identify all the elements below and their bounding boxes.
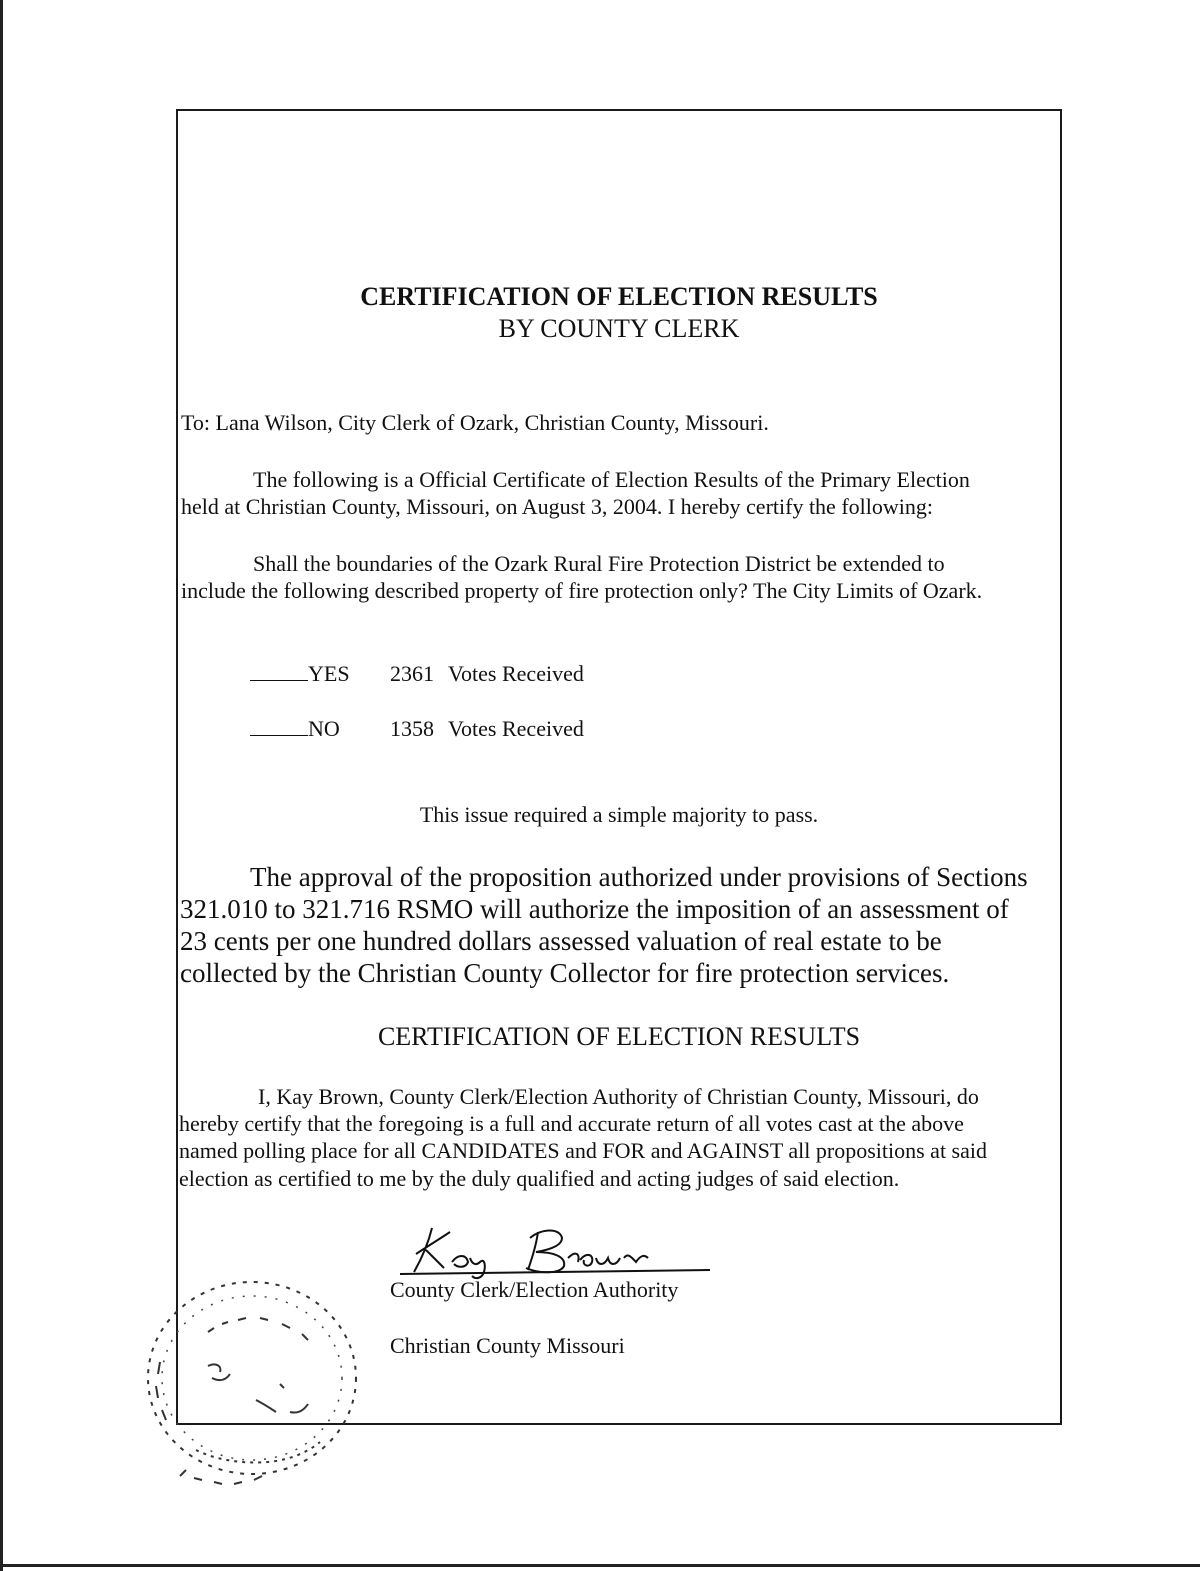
certification-line-3: named polling place for all CANDIDATES and FOR and AGAINST all propositions at said: [179, 1138, 987, 1163]
scan-edge-left: [0, 0, 3, 1571]
vote-suffix-no: Votes Received: [448, 716, 584, 741]
certification-heading: CERTIFICATION OF ELECTION RESULTS: [377, 1022, 861, 1051]
signature-label: County Clerk/Election Authority: [390, 1277, 679, 1302]
question-line-1: Shall the boundaries of the Ozark Rural Fire Protection District be extended to: [253, 551, 945, 576]
scan-edge-bottom: [0, 1564, 1200, 1567]
vote-choice-no: NO: [308, 716, 340, 741]
vote-choice-yes: YES: [308, 661, 350, 686]
county-seal-stamp: [130, 1262, 380, 1494]
vote-row-yes: [250, 660, 584, 687]
vote-blank-no: [250, 715, 308, 736]
vote-row-no: [250, 715, 584, 742]
certification-line-4: election as certified to me by the duly qualified and acting judges of said election.: [179, 1166, 900, 1191]
intro-line-1: The following is a Official Certificate of Election Results of the Primary Election: [253, 467, 970, 492]
certification-line-1: I, Kay Brown, County Clerk/Election Authority of Christian County, Missouri, do: [258, 1084, 979, 1109]
certificate-subtitle: BY COUNTY CLERK: [498, 314, 740, 343]
proposition-line-4: collected by the Christian County Collector for fire protection services.: [180, 958, 950, 988]
intro-line-2: held at Christian County, Missouri, on August 3, 2004. I hereby certify the following:: [181, 494, 933, 519]
handwritten-signature: [380, 1218, 720, 1282]
proposition-line-1: The approval of the proposition authorized under provisions of Sections: [250, 862, 1028, 892]
certification-line-2: hereby certify that the foregoing is a full and accurate return of all votes cast at the above: [179, 1111, 964, 1136]
vote-count-no: 1358: [390, 716, 434, 741]
certificate-title: CERTIFICATION OF ELECTION RESULTS: [360, 282, 878, 311]
vote-suffix-yes: Votes Received: [448, 661, 584, 686]
proposition-line-3: 23 cents per one hundred dollars assessed valuation of real estate to be: [180, 926, 942, 956]
signature-county: Christian County Missouri: [390, 1333, 625, 1358]
vote-count-yes: 2361: [390, 661, 434, 686]
majority-note: This issue required a simple majority to pass.: [419, 802, 819, 827]
question-line-2: include the following described property of fire protection only? The City Limits of Ozark.: [181, 578, 983, 603]
proposition-line-2: 321.010 to 321.716 RSMO will authorize the imposition of an assessment of: [180, 894, 1009, 924]
addressee-line: To: Lana Wilson, City Clerk of Ozark, Christian County, Missouri.: [181, 410, 769, 435]
vote-blank-yes: [250, 660, 308, 681]
